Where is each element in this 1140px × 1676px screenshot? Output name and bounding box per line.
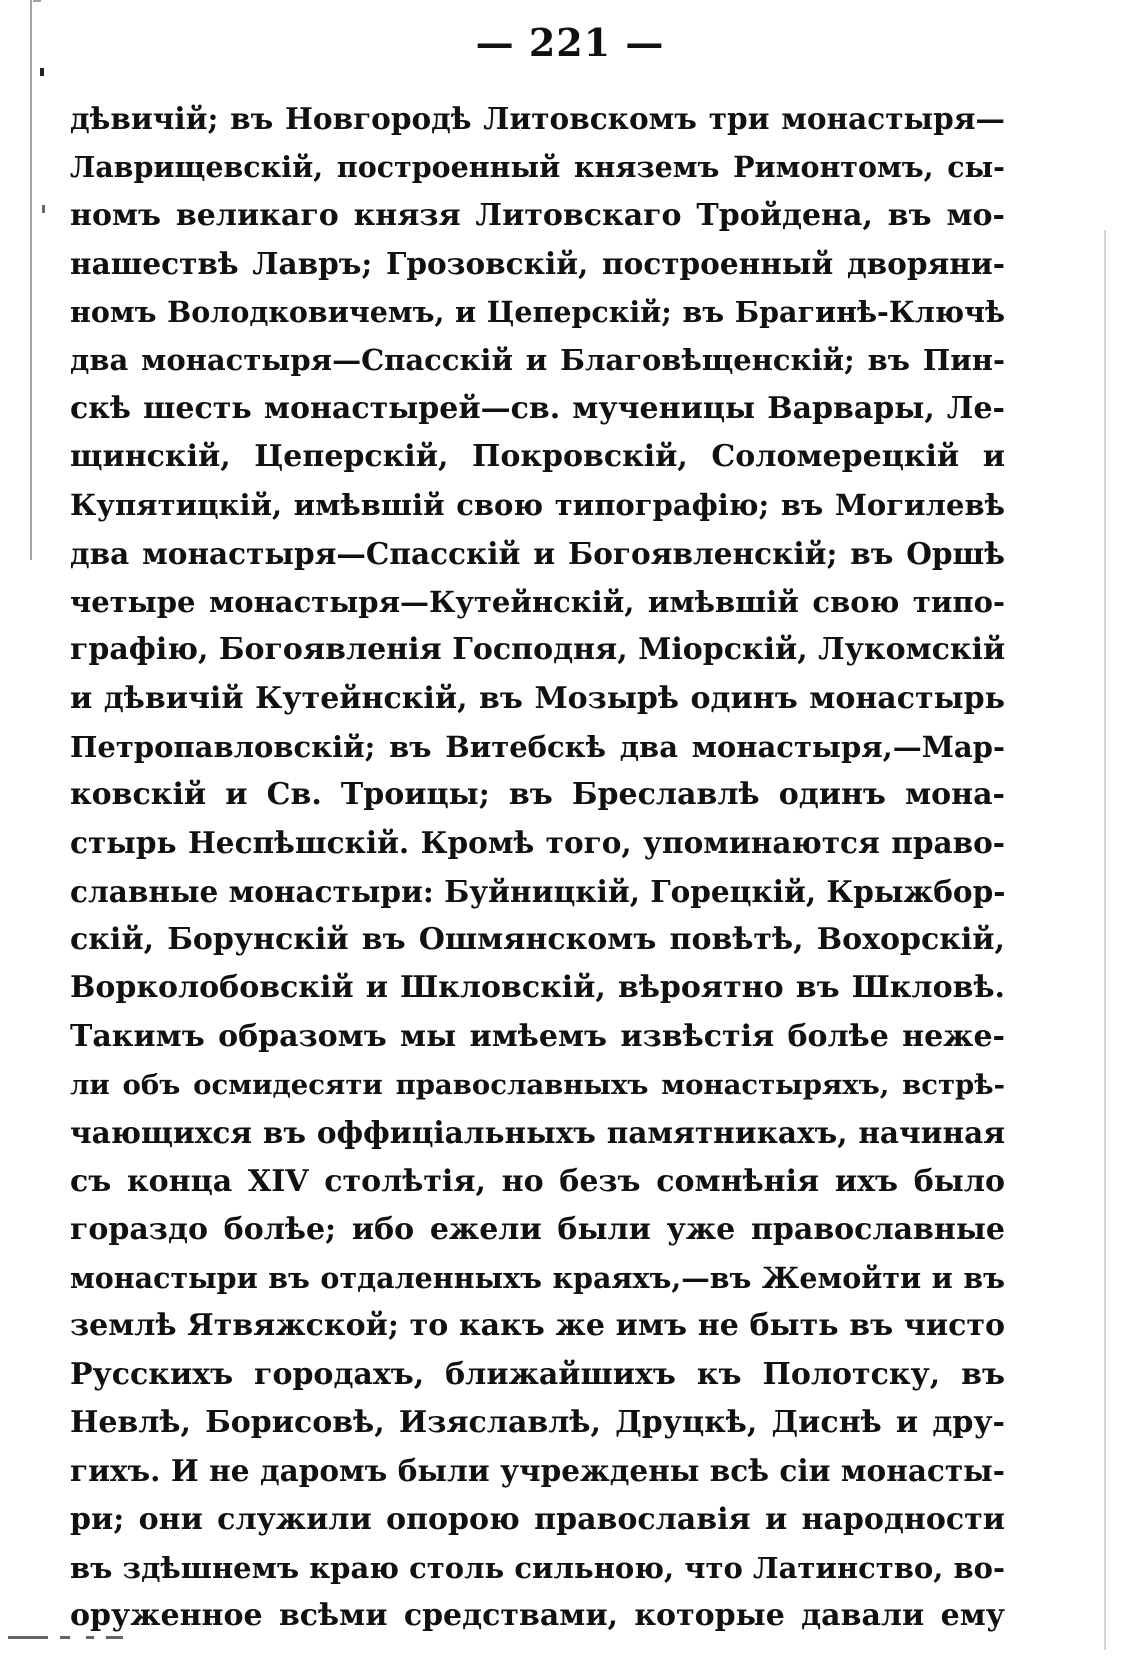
text-line: два монастыря—Спасскій и Благовѣщенскій; въ Пин- (70, 343, 1005, 378)
scan-edge-line (30, 0, 32, 560)
text-line: скій, Борунскій въ Ошмянскомъ повѣтѣ, Вохорскій, (70, 922, 1005, 958)
text-line: ли объ осмидесяти православныхъ монастыряхъ, встрѣ- (70, 1068, 1005, 1101)
text-line: съ конца XIV столѣтія, но безъ сомнѣнія ихъ было (70, 1163, 1005, 1199)
scan-right-edge (1104, 230, 1106, 1650)
text-line: два монастыря—Спасскій и Богоявленскій; въ Оршѣ (70, 535, 1005, 571)
text-line: скѣ шесть монастырей—св. мученицы Варвары, Ле- (70, 390, 1005, 426)
text-line: графію, Богоявленія Господня, Міорскій, Лукомскій (70, 632, 1005, 668)
text-line: славные монастыри: Буйницкій, Горецкій, Крыжбор- (70, 873, 1005, 909)
text-line: щинскій, Цеперскій, Покровскій, Соломерецкій и (70, 439, 1005, 475)
text-line: оруженное всѣми средствами, которые давали ему (70, 1598, 1005, 1634)
text-line: нашествѣ Лавръ; Грозовскій, построенный дворяни- (70, 245, 1005, 281)
text-line: гораздо болѣе; ибо ежели были уже православные (70, 1211, 1005, 1247)
text-line: землѣ Ятвяжской; то какъ же имъ не быть въ чисто (70, 1308, 1005, 1344)
text-line: номъ великаго князя Литовскаго Тройдена, въ мо- (70, 197, 1005, 233)
text-line: Петропавловскій; въ Витебскѣ два монастыря,—Мар- (70, 729, 1005, 764)
body-text (70, 95, 1005, 1641)
page-number: — 221 — (475, 20, 665, 65)
text-line: и дѣвичій Кутейнскій, въ Мозырѣ одинъ монастырь (70, 680, 1005, 716)
scan-speck (40, 68, 44, 76)
text-line: дѣвичій; въ Новгородѣ Литовскомъ три монастыря— (70, 101, 1005, 136)
text-line: гихъ. И не даромъ были учреждены всѣ сіи монасты- (70, 1453, 1005, 1489)
text-line: стырь Неспѣшскій. Кромѣ того, упоминаются право- (70, 825, 1005, 861)
scan-speck (42, 205, 45, 213)
text-line: Ворколобовскій и Шкловскій, вѣроятно въ Шкловѣ. (70, 970, 1005, 1006)
text-line: Невлѣ, Борисовѣ, Изяславлѣ, Друцкѣ, Диснѣ и дру- (70, 1405, 1005, 1441)
text-line: номъ Володковичемъ, и Цеперскій; въ Брагинѣ-Ключѣ (70, 295, 1005, 330)
text-line: въ здѣшнемъ краю столь сильною, что Латинство, во- (70, 1550, 1005, 1585)
scan-edge-mark (33, 0, 41, 2)
text-line: Купятицкій, имѣвшій свою типографію; въ Могилевѣ (70, 488, 1005, 523)
text-line: Лаврищевскій, построенный княземъ Римонтомъ, сы- (70, 150, 1005, 185)
text-line: четыре монастыря—Кутейнскій, имѣвшій свою типо- (70, 584, 1005, 619)
text-line: чающихся въ оффиціальныхъ памятникахъ, начиная (70, 1115, 1005, 1151)
text-line: Русскихъ городахъ, ближайшихъ къ Полотску, въ (70, 1356, 1005, 1392)
text-line: монастыри въ отдаленныхъ краяхъ,—въ Жемойти и въ (70, 1261, 1005, 1296)
text-line: ри; они служили опорою православія и народности (70, 1501, 1005, 1537)
text-line: Такимъ образомъ мы имѣемъ извѣстія болѣе неже- (70, 1018, 1005, 1054)
text-line: ковскій и Св. Троицы; въ Бреславлѣ одинъ мона- (70, 777, 1005, 813)
